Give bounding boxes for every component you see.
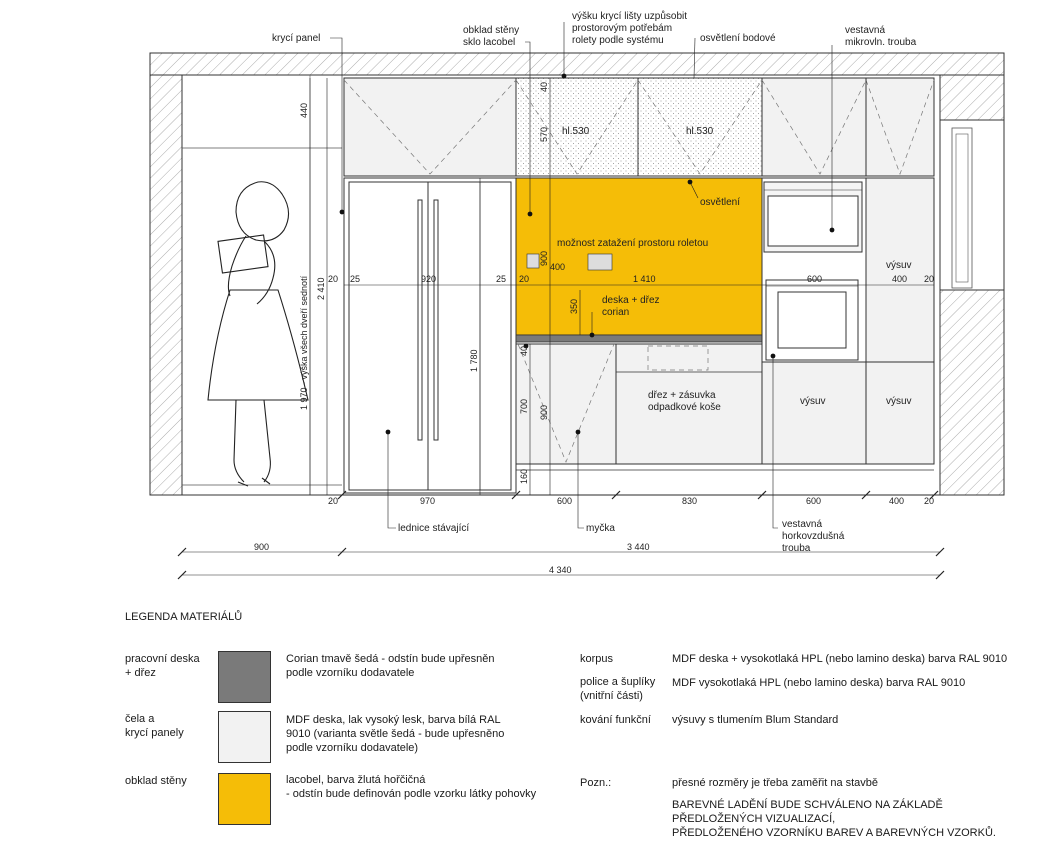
label-vysuv: výsuv (886, 396, 912, 407)
dim-40-top: 40 (539, 81, 549, 92)
dim-400: 400 (892, 274, 908, 284)
callout-lednice: lednice stávající (398, 523, 470, 534)
callout-moznost-zatazeni: možnost zatažení prostoru roletou (557, 238, 709, 249)
dim-700: 700 (519, 398, 529, 414)
note-key: Pozn.: (580, 777, 612, 789)
legend-desc-wall: lacobel, barva žlutá hořčičná - odstín bude definován podle vzorku látky pohovky (286, 774, 537, 800)
legend-swatch-countertop (218, 651, 271, 703)
callout-line: odpadkové koše (648, 402, 721, 413)
callout-osvetleni: osvětlení (700, 197, 741, 208)
dim-20: 20 (519, 274, 530, 284)
dim-bottom-600: 600 (557, 496, 573, 506)
dim-bottom-400: 400 (889, 496, 905, 506)
dim-440: 440 (299, 102, 309, 118)
callout-line: obklad stěny (463, 25, 520, 36)
dim-20: 20 (328, 274, 339, 284)
label-hl-530: hl.530 (562, 126, 590, 137)
callout-vysku-listy (572, 10, 687, 46)
dim-400-small: 400 (550, 262, 566, 272)
dim-570: 570 (539, 126, 549, 142)
upper-cabinets (344, 78, 934, 176)
dim-1780: 1 780 (469, 349, 479, 372)
dim-total-3440: 3 440 (627, 542, 650, 552)
human-figure-icon (208, 182, 308, 486)
dim-25: 25 (496, 274, 507, 284)
callout-line: prostorovým potřebám (572, 23, 673, 34)
callout-obklad (463, 25, 519, 48)
callout-line: mikrovln. trouba (845, 37, 917, 48)
dim-920: 920 (421, 274, 437, 284)
dim-900-top: 900 (539, 250, 549, 266)
legend-label-countertop: pracovní deska + dřez (125, 653, 200, 679)
legend-title: LEGENDA MATERIÁLŮ (125, 611, 243, 623)
callout-line: sklo lacobel (463, 37, 516, 48)
dim-40-mid: 40 (519, 345, 529, 356)
dim-bottom-20: 20 (924, 496, 935, 506)
callout-drez-zasuvka (648, 390, 721, 413)
dim-2410: 2 410 (316, 277, 326, 300)
dim-25: 25 (350, 274, 361, 284)
ceiling-slab (150, 53, 1004, 75)
fridge (344, 178, 516, 493)
dim-bottom-600: 600 (806, 496, 822, 506)
dim-bottom-830: 830 (682, 496, 698, 506)
legend-label-fronts: čela a krycí panely (125, 713, 184, 739)
dim-1970: 1 970 - výška všech dveří sednotí (299, 275, 309, 410)
spec-key-police: police a šuplíky (vnitřní části) (580, 676, 656, 702)
label-vysuv: výsuv (886, 260, 912, 271)
callout-line: dřez + zásuvka (648, 390, 716, 401)
dim-bottom-970: 970 (420, 496, 436, 506)
callout-line: vestavná (782, 519, 823, 530)
callout-osvetleni-bodove: osvětlení bodové (700, 33, 776, 44)
left-wall (150, 75, 182, 495)
legend-swatch-wall (218, 773, 271, 825)
dim-total-900: 900 (254, 542, 270, 552)
dim-160: 160 (519, 468, 529, 484)
dim-900-bot: 900 (539, 404, 549, 420)
callout-line: corian (602, 307, 630, 318)
callout-line: vestavná (845, 25, 886, 36)
legend-desc-fronts: MDF deska, lak vysoký lesk, barva bílá RAL 9010 (varianta světle šedá - bude upřesněno podle vzorníku dodavatele) (286, 714, 505, 754)
dim-350: 350 (569, 298, 579, 314)
right-wall (940, 75, 1004, 495)
legend-desc-countertop: Corian tmavě šedá - odstín bude upřesněn podle vzorníku dodavatele (286, 653, 495, 679)
countertop (516, 335, 762, 342)
callout-line: výšku krycí lišty uzpůsobit (572, 11, 688, 22)
label-hl-530: hl.530 (686, 126, 714, 137)
legend-swatch-fronts (218, 711, 271, 763)
dim-1410: 1 410 (633, 274, 656, 284)
legend-label-wall: obklad stěny (125, 775, 187, 787)
callout-mikrovlnna-trouba (845, 25, 917, 48)
dim-20: 20 (924, 274, 935, 284)
callout-line: horkovzdušná (782, 531, 845, 542)
label-vysuv: výsuv (800, 396, 826, 407)
spec-key-kovani: kování funkční (580, 714, 651, 726)
callout-line: rolety podle systému (572, 35, 664, 46)
spec-value-police: MDF vysokotlaká HPL (nebo lamino deska) barva RAL 9010 (672, 677, 966, 689)
callout-line: trouba (782, 543, 811, 554)
spec-key-korpus: korpus (580, 653, 614, 665)
note-colors: BAREVNÉ LADĚNÍ BUDE SCHVÁLENO NA ZÁKLADĚ PŘEDLOŽENÝCH VIZUALIZACÍ, PŘEDLOŽENÉHO VZORNÍKU BAREV A BAREVNÝCH VZORKŮ. (672, 799, 996, 839)
dim-total-4340: 4 340 (549, 565, 572, 575)
callout-mycka: myčka (586, 523, 615, 534)
callout-kryci-panel: krycí panel (272, 33, 321, 44)
dim-bottom-20: 20 (328, 496, 339, 506)
dim-600: 600 (807, 274, 823, 284)
callout-horkovzdusna-trouba (782, 519, 845, 554)
callout-line: deska + dřez (602, 295, 660, 306)
spec-value-korpus: MDF deska + vysokotlaká HPL (nebo lamino deska) barva RAL 9010 (672, 653, 1008, 665)
note-measure: přesné rozměry je třeba zaměřit na stavbě (672, 777, 879, 789)
spec-value-kovani: výsuvy s tlumením Blum Standard (672, 714, 839, 726)
